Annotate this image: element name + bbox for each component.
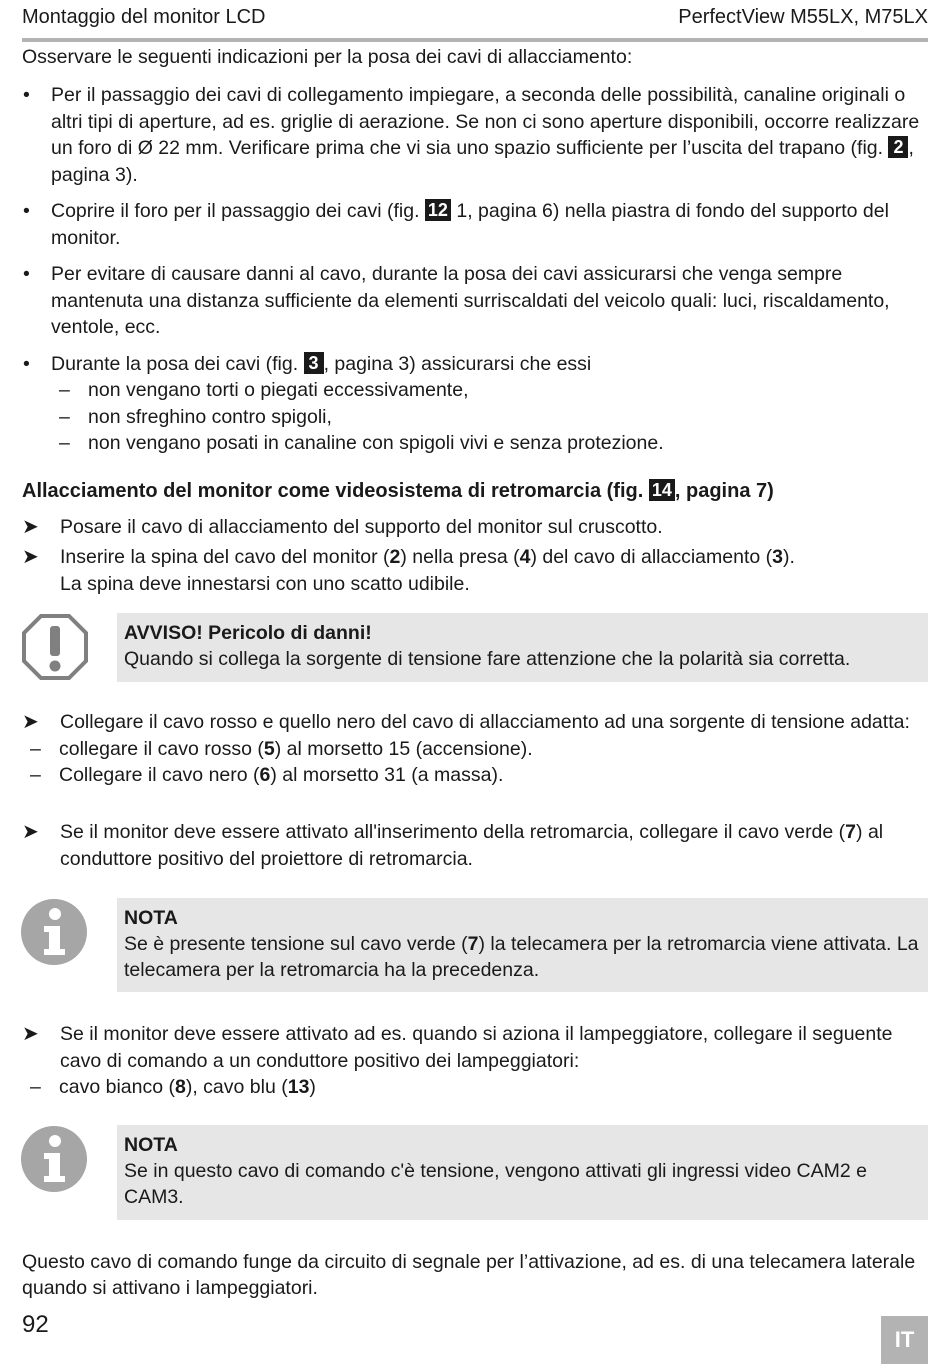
list-item: • Per il passaggio dei cavi di collegamento impiegare, a seconda delle possibilità, canaline originali o altri tipi di aperture, ad es. griglie di aerazione. Se non ci sono aperture disponibili, occorre realizzare un foro di Ø 22 mm. Verificare prima che vi sia uno spazio sufficiente per l’uscita del trapano (fig. 2 , pagina 3).: [22, 82, 928, 188]
list-item: • Durante la posa dei cavi (fig. 3 , pagina 3) assicurarsi che essi – non vengano torti o piegati eccessivamente, – non sfreghino contro spigoli, – non vengano posati in canaline con spigoli vivi e senza protezione.: [22, 351, 928, 457]
note-text: Se in questo cavo di comando c'è tensione, vengono attivati gli ingressi video CAM2 e CAM3.: [124, 1160, 867, 1208]
sub-list: [51, 377, 928, 457]
arrow-icon: ➤: [22, 1023, 39, 1045]
warning-octagon-icon: [20, 612, 90, 682]
instruction-step: ➤ Posare il cavo di allacciamento del supporto del monitor sul cruscotto.: [22, 514, 928, 541]
note-box: [117, 898, 928, 992]
closing-paragraph: Questo cavo di comando funge da circuito di segnale per l’attivazione, ad es. di una telecamera laterale quando si attivano i lampeggiatori.: [22, 1251, 916, 1299]
sub-list-item: – non vengano torti o piegati eccessivamente,: [51, 377, 928, 404]
note-title: NOTA: [124, 907, 178, 929]
arrow-icon: ➤: [22, 821, 39, 843]
figure-ref: 3: [304, 352, 324, 374]
intro-text: Osservare le seguenti indicazioni per la posa dei cavi di allacciamento:: [22, 46, 633, 68]
info-icon: [20, 1125, 88, 1193]
warning-box: [117, 613, 928, 682]
list-item: • Per evitare di causare danni al cavo, durante la posa dei cavi assicurarsi che venga sempre mantenuta una distanza sufficiente da elementi surriscaldati del veicolo quali: luci, riscaldamento, ventole, ecc.: [22, 261, 928, 341]
arrow-icon: ➤: [22, 711, 39, 733]
instruction-step: ➤ Se il monitor deve essere attivato ad es. quando si aziona il lampeggiatore, collegare il seguente cavo di comando a un conduttore positivo dei lampeggiatori: – cavo bianco (8), cavo blu (13): [22, 1021, 928, 1101]
language-tab: IT: [881, 1316, 928, 1364]
sub-list-item: – Collegare il cavo nero (6) al morsetto 31 (a massa).: [22, 762, 928, 789]
sub-list-item: – cavo bianco (8), cavo blu (13): [22, 1074, 928, 1101]
header-product-name: PerfectView M55LX, M75LX: [678, 6, 928, 28]
list-item: • Coprire il foro per il passaggio dei cavi (fig. 12 1, pagina 6) nella piastra di fondo del supporto del monitor.: [22, 198, 928, 251]
cable-routing-list: [22, 82, 928, 467]
instruction-step: ➤ Collegare il cavo rosso e quello nero del cavo di allacciamento ad una sorgente di tensione adatta: – collegare il cavo rosso (5) al morsetto 15 (accensione). – Collegare il cavo nero (6) al morsetto 31 (a massa).: [22, 709, 928, 789]
sub-list-item: – non sfreghino contro spigoli,: [51, 404, 928, 431]
arrow-icon: ➤: [22, 546, 39, 568]
warning-text: Quando si collega la sorgente di tensione fare attenzione che la polarità sia corretta.: [124, 648, 851, 670]
figure-ref: 14: [649, 479, 675, 501]
note-text: Se è presente tensione sul cavo verde (7) la telecamera per la retromarcia viene attivata. La telecamera per la retromarcia ha la precedenza.: [124, 933, 919, 981]
info-icon: [20, 898, 88, 966]
instruction-step: ➤ Se il monitor deve essere attivato all'inserimento della retromarcia, collegare il cavo verde (7) al conduttore positivo del proiettore di retromarcia.: [22, 821, 884, 870]
sub-list-item: – non vengano posati in canaline con spigoli vivi e senza protezione.: [51, 430, 928, 457]
sub-list: [22, 1074, 928, 1101]
page-number: 92: [22, 1311, 49, 1338]
section-heading: Allacciamento del monitor come videosistema di retromarcia (fig. 14 , pagina 7): [22, 480, 774, 502]
figure-ref: 12: [425, 199, 451, 221]
header-section-title: Montaggio del monitor LCD: [22, 6, 266, 28]
figure-ref: 2: [888, 136, 908, 158]
page-header: [22, 6, 928, 42]
note-title: NOTA: [124, 1134, 178, 1156]
note-box: [117, 1125, 928, 1220]
sub-list-item: – collegare il cavo rosso (5) al morsetto 15 (accensione).: [22, 736, 928, 763]
sub-list: [22, 736, 928, 789]
instruction-step: ➤ Inserire la spina del cavo del monitor (2) nella presa (4) del cavo di allacciamento (3). La spina deve innestarsi con uno scatto udibile.: [22, 546, 795, 595]
arrow-icon: ➤: [22, 516, 39, 538]
warning-title: AVVISO! Pericolo di danni!: [124, 622, 372, 644]
